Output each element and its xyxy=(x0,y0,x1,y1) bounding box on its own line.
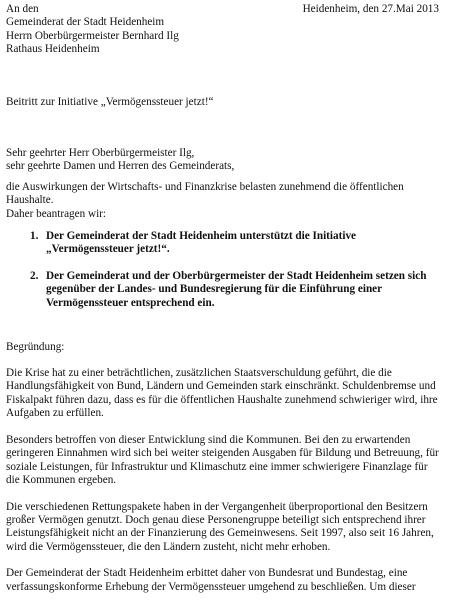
request-text: Daher beantragen wir: xyxy=(6,207,107,220)
motion-list xyxy=(30,230,442,323)
reasoning-paragraph: Die verschiedenen Rettungspakete haben in der Vergangenheit überproportional den Besitzern großer Vermögen genutzt. Doch genau diese Personengruppe beteiligt sich entsprechend ihrer Leistungsfähigkeit nicht an der Finanzierung des Gemeinwesens. Seit 1997, also seit 16 Jahren, wird die Vermögenssteuer, die den Ländern zusteht, nicht mehr erhoben. xyxy=(6,500,434,553)
reasoning-paragraph: Die Krise hat zu einer beträchtlichen, zusätzlichen Staatsverschuldung geführt, die die Handlungsfähigkeit von Bund, Ländern und Gemeinden stark einschränkt. Schuldenbremse und Fiskalpakt führen dazu, dass es für die öffentlichen Haushalte zunehmend schwieriger wird, ihre Aufgaben zu erfüllen. xyxy=(6,367,438,420)
salutation xyxy=(6,147,234,174)
reasoning-paragraph: Besonders betroffen von dieser Entwicklung sind die Kommunen. Bei den zu erwartenden geringeren Einnahmen wird sich bei weiter steigenden Ausgaben für Bildung und Betreuung, für soziale Leistungen, für Infrastruktur und Klimaschutz eine immer schwierigere Finanzlage für die Kommunen ergeben. xyxy=(6,433,439,487)
address-line: Rathaus Heidenheim xyxy=(6,43,100,56)
reasoning-body xyxy=(6,367,442,607)
motion-item xyxy=(30,270,442,310)
address-line: Herrn Oberbürgermeister Bernhard Ilg xyxy=(6,29,179,42)
reasoning-paragraph: Der Gemeinderat der Stadt Heidenheim erbittet daher von Bundesrat und Bundestag, eine verfassungskonforme Erhebung der Vermögenssteuer umgehend zu beschließen. Um dieser xyxy=(6,567,416,593)
intro-paragraph xyxy=(6,181,442,221)
salutation-line: sehr geehrte Damen und Herren des Gemeinderats, xyxy=(6,160,235,173)
intro-text: die Auswirkungen der Wirtschafts- und Finanzkrise belasten zunehmend die öffentlichen Haushalte. xyxy=(6,181,404,207)
recipient-address xyxy=(6,3,179,57)
reasoning-heading: Begründung: xyxy=(6,341,65,353)
place-date: Heidenheim, den 27.Mai 2013 xyxy=(302,3,439,15)
subject-line: Beitritt zur Initiative „Vermögenssteuer jetzt!“ xyxy=(6,96,214,108)
address-line: Gemeinderat der Stadt Heidenheim xyxy=(6,16,165,29)
motion-number: 1. xyxy=(30,230,39,242)
motion-text: Der Gemeinderat der Stadt Heidenheim unterstützt die Initiative „Vermögenssteuer jetzt!“. xyxy=(46,230,356,256)
address-line: An den xyxy=(6,3,39,15)
motion-text: Der Gemeinderat und der Oberbürgermeister der Stadt Heidenheim setzen sich gegenüber der Landes- und Bundesregierung für die Einführung einer Vermögenssteuer entsprechend ein. xyxy=(46,269,427,309)
salutation-line: Sehr geehrter Herr Oberbürgermeister Ilg, xyxy=(6,147,195,159)
motion-item xyxy=(30,230,442,257)
motion-number: 2. xyxy=(30,269,39,282)
